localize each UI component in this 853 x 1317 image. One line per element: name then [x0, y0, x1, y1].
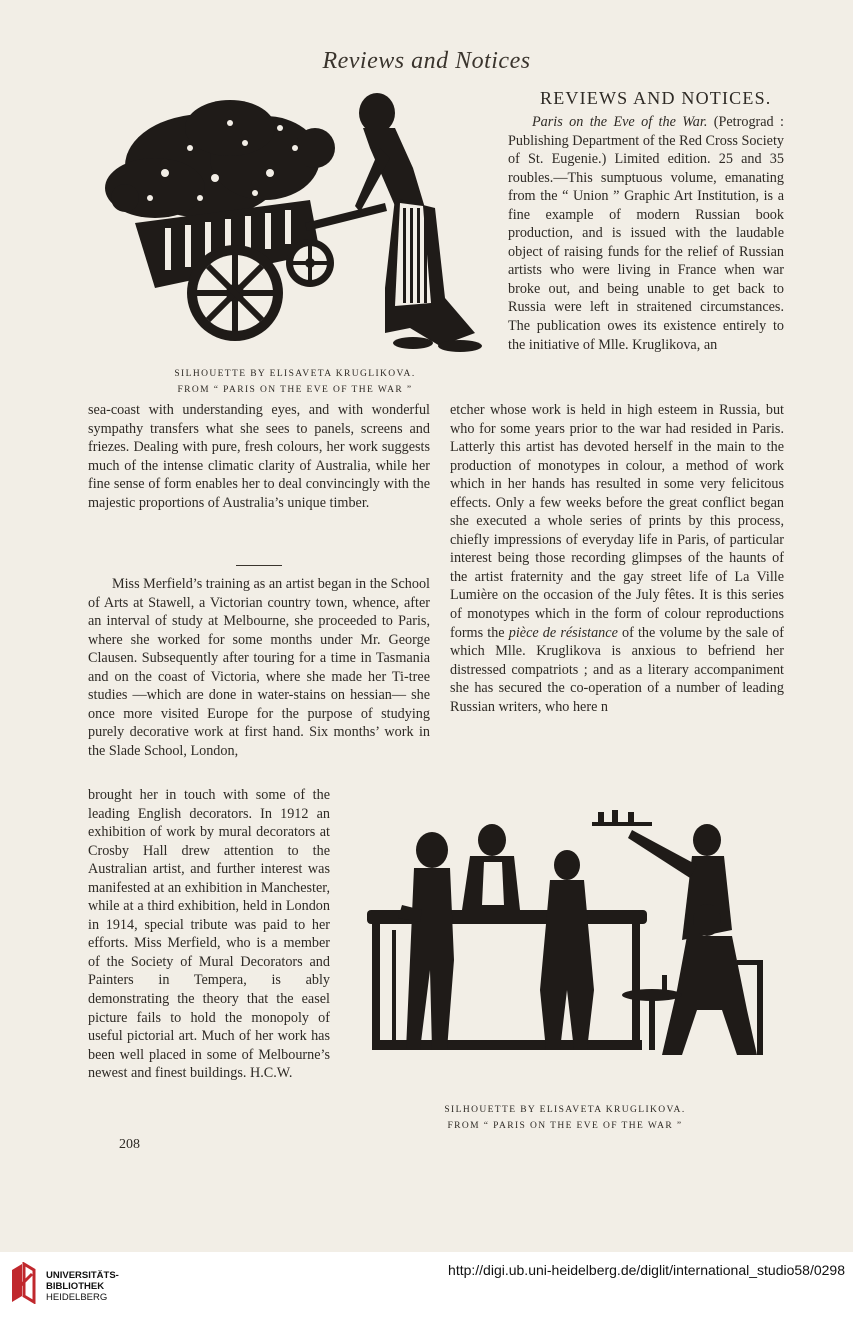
left-paragraph-2-continued: brought her in touch with some of the leading English decorators. In 1912 an exhibition of work by mural decorators at Crosby Hall drew attention to the Australian artist, and further interest was manifested at an exhibition in Manchester, while at a third exhibition, held in London in 1914, special tribute was paid to her efforts. Miss Merfield, who is a member of the Society of Mural Decorators and Painters in Tempera, is ably demonstrating the theory that the easel picture fails to hold the monopoly of useful pictorial art. Much of her work has been well placed in some of Melbourne’s newest and finest buildings. H.C.W.	[88, 787, 330, 1082]
book-title: Paris on the Eve of the War.	[532, 114, 708, 130]
running-head: Reviews and Notices	[322, 48, 531, 74]
caption-bottom-line1: SILHOUETTE BY ELISAVETA KRUGLIKOVA.	[444, 1105, 686, 1115]
logo-line2: BIBLIOTHEK	[46, 1281, 105, 1292]
silhouette-flower-cart-illustration	[95, 88, 505, 363]
italic-phrase: pièce de résistance	[508, 624, 618, 641]
logo-line3: HEIDELBERG	[46, 1292, 108, 1303]
left-paragraph-1: sea-coast with understanding eyes, and with wonderful sympathy transfers what she sees to panels, screens and friezes. Dealing with pure, fresh colours, her work suggests much of the intense climatic clarity of Australia, while her fine sense of form enables her to deal convincingly with the majestic proportions of Australia’s unique timber.	[88, 402, 430, 511]
caption-bottom	[420, 1102, 710, 1134]
left-column-lower	[88, 786, 330, 1083]
review-text-top: (Petrograd : Publishing Department of the Red Cross Society of St. Eugenie.) Limited edition. 25 and 35 roubles.—This sumptuous volume, emanating from the “ Union ” Graphic Art Institution, is a fine example of modern Russian book production, and is issued with the laudable object of raising funds for the relief of Russian artists who were living in France when war broke out, and being unable to get back to Russia were left in straitened circumstances. The publication owes its existence entirely to the initiative of Mlle. Kruglikova, an	[508, 114, 784, 353]
section-title: REVIEWS AND NOTICES.	[540, 88, 772, 108]
caption-top	[150, 366, 440, 398]
left-column-middle	[88, 575, 430, 760]
section-divider	[236, 565, 282, 566]
left-paragraph-2: Miss Merfield’s training as an artist began in the School of Arts at Stawell, a Victorian country town, whence, after an interval of study at Melbourne, she proceeded to Paris, where she worked for some months under Mr. George Clausen. Subsequently after touring for a time in Tasmania and on the coast of Victoria, where she made her Ti-tree studies —which are done in water-stains on hessian— she once more visited Europe for the purpose of studying purely decorative work at first hand. Six months’ work in the Slade School, London,	[88, 576, 430, 759]
left-column-upper	[88, 401, 430, 512]
review-text-middle-b: of the volume by the sale of which Mlle. Kruglikova is anxious to befriend her distressed compatriots ; and as a literary accompaniment she has secured the co-operation of a number of leading Russian writers, who here n	[450, 624, 785, 715]
silhouette-cafe-bar-illustration	[362, 810, 772, 1080]
library-logo-text	[46, 1270, 119, 1303]
university-library-logo-icon	[8, 1262, 38, 1304]
caption-bottom-line2: FROM “ PARIS ON THE EVE OF THE WAR ”	[447, 1121, 683, 1131]
page-number: 208	[119, 1137, 140, 1152]
review-text-middle-a: etcher whose work is held in high esteem in Russia, but who for some years prior to the war had resided in Paris. Latterly this artist has devoted herself in the main to the production of monotypes in colour, a method of work which in her hands has resulted in some very felicitous effects. Only a few weeks before the great conflict began she executed a whole series of prints by this process, chiefly impressions of everyday life in Paris, of particular interest being those recording glimpses of the haunts of the artist fraternity and the gay street life of La Ville Lumière on the occasion of the July fêtes. It is this series of monotypes which in the form of colour reproductions forms the	[450, 402, 784, 641]
source-url-link[interactable]: http://digi.ub.uni-heidelberg.de/diglit/international_studio58/0298	[448, 1262, 845, 1278]
caption-top-line2: FROM “ PARIS ON THE EVE OF THE WAR ”	[177, 385, 413, 395]
review-paragraph-top	[508, 113, 784, 354]
right-column-middle	[450, 401, 784, 716]
logo-line1: UNIVERSITÄTS-	[46, 1270, 119, 1281]
caption-top-line1: SILHOUETTE BY ELISAVETA KRUGLIKOVA.	[174, 369, 416, 379]
